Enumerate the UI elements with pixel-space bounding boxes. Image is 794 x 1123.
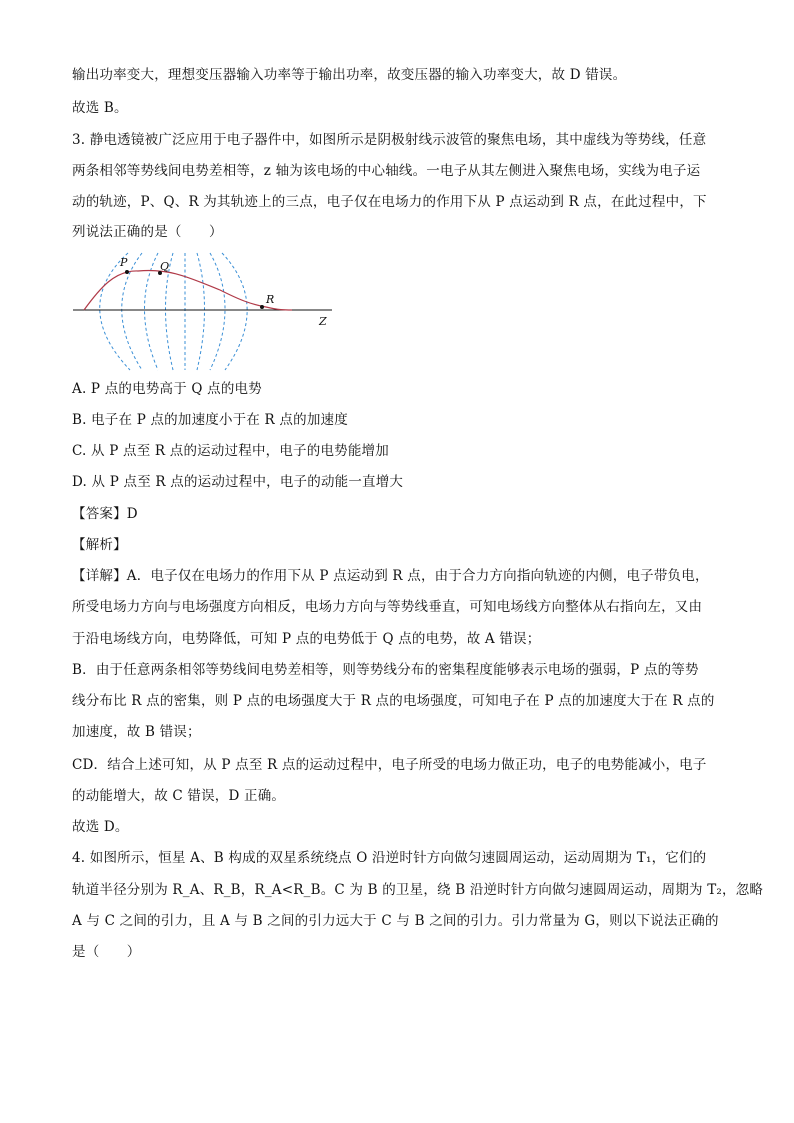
explanation-line: 所受电场力方向与电场强度方向相反，电场力方向与等势线垂直，可知电场线方向整体从右指向左，又由 [72, 599, 703, 615]
electrostatic-lens-figure [70, 248, 340, 373]
electron-trajectory [84, 270, 292, 310]
equipotential-lines [100, 253, 247, 370]
label-q: Q [160, 260, 170, 273]
question-4-stem: A 与 C 之间的引力，且 A 与 B 之间的引力远大于 C 与 B 之间的引力。引力常量为 G，则以下说法正确的 [72, 913, 719, 929]
option-d: D. 从 P 点至 R 点的运动过程中，电子的动能一直增大 [72, 474, 404, 490]
label-z: Z [319, 315, 327, 328]
text-line: 输出功率变大，理想变压器输入功率等于输出功率，故变压器的输入功率变大，故 D 错误。 [72, 67, 627, 83]
question-3-stem: 动的轨迹，P、Q、R 为其轨迹上的三点，电子仅在电场力的作用下从 P 点运动到 R 点，在此过程中，下 [72, 194, 707, 210]
question-3-stem: 3. 静电透镜被广泛应用于电子器件中，如图所示是阴极射线示波管的聚焦电场，其中虚线为等势线，任意 [72, 132, 707, 148]
question-3-stem: 两条相邻等势线间电势差相等，z 轴为该电场的中心轴线。一电子从其左侧进入聚焦电场，实线为电子运 [72, 163, 701, 179]
explanation-line: 于沿电场线方向，电势降低，可知 P 点的电势低于 Q 点的电势，故 A 错误； [72, 631, 541, 647]
option-a: A. P 点的电势高于 Q 点的电势 [72, 381, 262, 397]
question-4-stem: 是（ ） [72, 944, 141, 960]
option-c: C. 从 P 点至 R 点的运动过程中，电子的电势能增加 [72, 443, 389, 459]
question-3-stem: 列说法正确的是（ ） [72, 224, 223, 240]
answer-label: 【答案】D [72, 506, 138, 522]
equipotential-line [210, 253, 225, 370]
label-p: P [120, 256, 128, 269]
explanation-line: CD．结合上述可知，从 P 点至 R 点的运动过程中，电子所受的电场力做正功，电子的电势能减小，电子 [72, 757, 707, 773]
text-line: 故选 D。 [72, 819, 129, 835]
text-line: 故选 B。 [72, 100, 128, 116]
explanation-line: 的动能增大，故 C 错误，D 正确。 [72, 788, 286, 804]
equipotential-line [222, 253, 247, 370]
point-p [125, 270, 129, 274]
point-r [260, 305, 264, 309]
question-4-stem: 4. 如图所示，恒星 A、B 构成的双星系统绕点 O 沿逆时针方向做匀速圆周运动，运动周期为 T₁，它们的 [72, 850, 707, 866]
equipotential-line [100, 253, 130, 370]
explanation-line: 线分布比 R 点的密集，则 P 点的电场强度大于 R 点的电场强度，可知电子在 P 点的加速度大于在 R 点的 [72, 693, 715, 709]
analysis-label: 【解析】 [72, 537, 127, 553]
label-r: R [266, 293, 275, 306]
option-b: B. 电子在 P 点的加速度小于在 R 点的加速度 [72, 412, 348, 428]
explanation-line: 加速度，故 B 错误； [72, 724, 201, 740]
figure-svg [70, 248, 340, 373]
explanation-line: 【详解】A．电子仅在电场力的作用下从 P 点运动到 R 点，由于合力方向指向轨迹的内侧，电子带负电， [72, 568, 709, 584]
equipotential-line [197, 253, 205, 370]
explanation-line: B．由于任意两条相邻等势线间电势差相等，则等势线分布的密集程度能够表示电场的强弱，P 点的等势 [72, 662, 699, 678]
question-4-stem: 轨道半径分别为 R_A、R_B，R_A<R_B。C 为 B 的卫星，绕 B 沿逆时针方向做匀速圆周运动，周期为 T₂，忽略 [72, 882, 764, 898]
